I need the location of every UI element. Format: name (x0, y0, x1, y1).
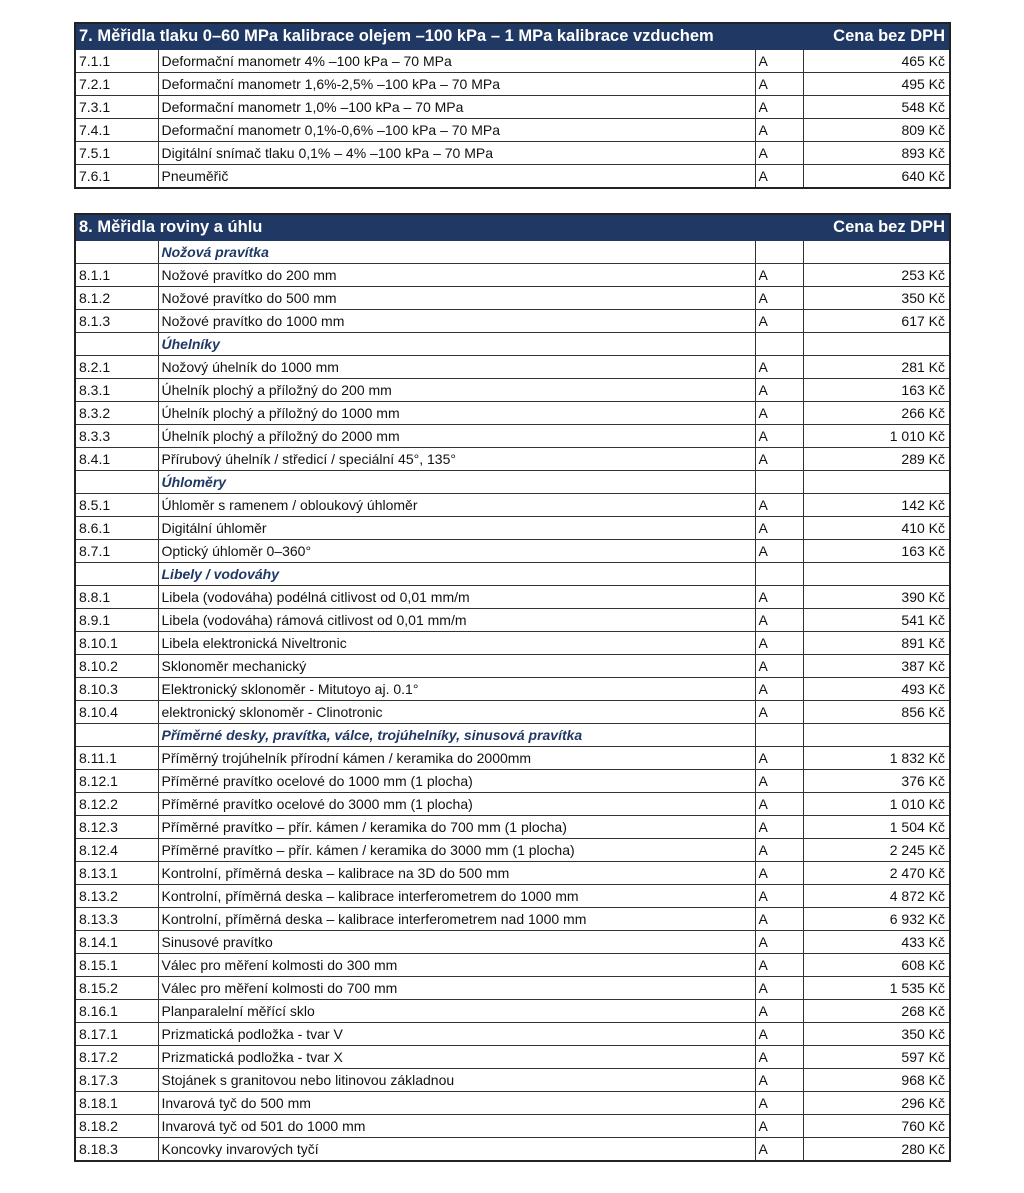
section-7-price-table (74, 22, 951, 189)
item-category: A (755, 793, 803, 816)
item-price: 350 Kč (803, 1023, 950, 1046)
empty-category-cell (755, 471, 803, 494)
empty-price-cell (803, 471, 950, 494)
item-name: Příměrný trojúhelník přírodní kámen / keramika do 2000mm (158, 747, 755, 770)
empty-price-cell (803, 333, 950, 356)
item-code: 8.18.3 (75, 1138, 158, 1162)
item-price: 495 Kč (803, 73, 950, 96)
subheading-row (75, 563, 950, 586)
item-code: 8.18.2 (75, 1115, 158, 1138)
item-price: 296 Kč (803, 1092, 950, 1115)
empty-code-cell (75, 241, 158, 264)
table-row (75, 678, 950, 701)
item-price: 597 Kč (803, 1046, 950, 1069)
item-code: 8.4.1 (75, 448, 158, 471)
item-category: A (755, 1092, 803, 1115)
item-name: Příměrné pravítko ocelové do 3000 mm (1 plocha) (158, 793, 755, 816)
item-category: A (755, 50, 803, 73)
item-name: Úhelník plochý a příložný do 200 mm (158, 379, 755, 402)
item-name: Libela (vodováha) podélná citlivost od 0,01 mm/m (158, 586, 755, 609)
item-price: 1 010 Kč (803, 425, 950, 448)
item-price: 433 Kč (803, 931, 950, 954)
item-category: A (755, 931, 803, 954)
item-price: 289 Kč (803, 448, 950, 471)
table-row (75, 517, 950, 540)
item-name: Přírubový úhelník / středicí / speciální 45°, 135° (158, 448, 755, 471)
table-row (75, 908, 950, 931)
empty-category-cell (755, 333, 803, 356)
table-row (75, 73, 950, 96)
item-name: Nožové pravítko do 1000 mm (158, 310, 755, 333)
item-category: A (755, 402, 803, 425)
item-price: 6 932 Kč (803, 908, 950, 931)
item-name: Úhelník plochý a příložný do 1000 mm (158, 402, 755, 425)
table-row (75, 747, 950, 770)
item-code: 8.10.2 (75, 655, 158, 678)
price-column-header: Cena bez DPH (803, 23, 950, 50)
empty-code-cell (75, 563, 158, 586)
section-title: 8. Měřidla roviny a úhlu (75, 214, 803, 241)
item-category: A (755, 586, 803, 609)
item-category: A (755, 609, 803, 632)
item-name: Elektronický sklonoměr - Mitutoyo aj. 0.1° (158, 678, 755, 701)
item-name: Kontrolní, příměrná deska – kalibrace interferometrem do 1000 mm (158, 885, 755, 908)
table-row (75, 586, 950, 609)
item-name: Kontrolní, příměrná deska – kalibrace interferometrem nad 1000 mm (158, 908, 755, 931)
item-name: Válec pro měření kolmosti do 700 mm (158, 977, 755, 1000)
subheading-row (75, 333, 950, 356)
item-price: 280 Kč (803, 1138, 950, 1162)
item-category: A (755, 885, 803, 908)
empty-code-cell (75, 333, 158, 356)
item-category: A (755, 977, 803, 1000)
item-category: A (755, 1138, 803, 1162)
subheading-row (75, 241, 950, 264)
item-name: Pneuměřič (158, 165, 755, 189)
table-row (75, 632, 950, 655)
table-row (75, 701, 950, 724)
table-row (75, 142, 950, 165)
item-name: Válec pro měření kolmosti do 300 mm (158, 954, 755, 977)
table-row (75, 1069, 950, 1092)
item-price: 640 Kč (803, 165, 950, 189)
item-name: Deformační manometr 4% –100 kPa – 70 MPa (158, 50, 755, 73)
item-category: A (755, 425, 803, 448)
item-category: A (755, 119, 803, 142)
table-row (75, 1046, 950, 1069)
item-price: 856 Kč (803, 701, 950, 724)
item-code: 8.13.1 (75, 862, 158, 885)
item-price: 1 535 Kč (803, 977, 950, 1000)
table-row (75, 885, 950, 908)
empty-price-cell (803, 724, 950, 747)
item-price: 541 Kč (803, 609, 950, 632)
item-code: 8.14.1 (75, 931, 158, 954)
item-price: 268 Kč (803, 1000, 950, 1023)
item-category: A (755, 862, 803, 885)
item-category: A (755, 264, 803, 287)
item-code: 8.10.3 (75, 678, 158, 701)
item-price: 2 470 Kč (803, 862, 950, 885)
item-code: 8.12.2 (75, 793, 158, 816)
item-price: 387 Kč (803, 655, 950, 678)
item-price: 410 Kč (803, 517, 950, 540)
table-row (75, 448, 950, 471)
subheading-label: Příměrné desky, pravítka, válce, trojúhelníky, sinusová pravítka (158, 724, 755, 747)
subheading-label: Úhelníky (158, 333, 755, 356)
item-name: Deformační manometr 1,0% –100 kPa – 70 MPa (158, 96, 755, 119)
item-code: 8.3.1 (75, 379, 158, 402)
subheading-label: Úhloměry (158, 471, 755, 494)
empty-code-cell (75, 724, 158, 747)
item-category: A (755, 632, 803, 655)
table-row (75, 119, 950, 142)
item-price: 4 872 Kč (803, 885, 950, 908)
table-row (75, 96, 950, 119)
item-name: elektronický sklonoměr - Clinotronic (158, 701, 755, 724)
item-price: 163 Kč (803, 540, 950, 563)
item-code: 8.8.1 (75, 586, 158, 609)
subheading-row (75, 471, 950, 494)
item-code: 7.3.1 (75, 96, 158, 119)
item-category: A (755, 142, 803, 165)
item-price: 1 832 Kč (803, 747, 950, 770)
item-name: Planparalelní měřící sklo (158, 1000, 755, 1023)
item-price: 809 Kč (803, 119, 950, 142)
item-price: 891 Kč (803, 632, 950, 655)
item-name: Příměrné pravítko ocelové do 1000 mm (1 plocha) (158, 770, 755, 793)
item-price: 760 Kč (803, 1115, 950, 1138)
item-code: 8.3.3 (75, 425, 158, 448)
table-row (75, 494, 950, 517)
item-category: A (755, 839, 803, 862)
item-name: Úhloměr s ramenem / obloukový úhloměr (158, 494, 755, 517)
item-category: A (755, 356, 803, 379)
item-name: Sklonoměr mechanický (158, 655, 755, 678)
item-category: A (755, 655, 803, 678)
table-row (75, 165, 950, 189)
item-code: 8.12.4 (75, 839, 158, 862)
item-category: A (755, 1000, 803, 1023)
item-price: 465 Kč (803, 50, 950, 73)
item-code: 8.9.1 (75, 609, 158, 632)
item-code: 7.1.1 (75, 50, 158, 73)
item-name: Příměrné pravítko – přír. kámen / keramika do 700 mm (1 plocha) (158, 816, 755, 839)
item-category: A (755, 73, 803, 96)
item-category: A (755, 96, 803, 119)
item-price: 253 Kč (803, 264, 950, 287)
table-row (75, 816, 950, 839)
table-row (75, 50, 950, 73)
empty-code-cell (75, 471, 158, 494)
empty-category-cell (755, 724, 803, 747)
item-category: A (755, 287, 803, 310)
item-code: 8.12.3 (75, 816, 158, 839)
item-name: Deformační manometr 0,1%-0,6% –100 kPa – 70 MPa (158, 119, 755, 142)
item-price: 548 Kč (803, 96, 950, 119)
table-row (75, 655, 950, 678)
item-code: 8.1.2 (75, 287, 158, 310)
item-code: 7.5.1 (75, 142, 158, 165)
table-row (75, 287, 950, 310)
item-code: 8.12.1 (75, 770, 158, 793)
item-category: A (755, 165, 803, 189)
item-code: 8.16.1 (75, 1000, 158, 1023)
item-code: 8.6.1 (75, 517, 158, 540)
table-row (75, 1023, 950, 1046)
item-price: 350 Kč (803, 287, 950, 310)
empty-price-cell (803, 563, 950, 586)
item-category: A (755, 540, 803, 563)
price-column-header: Cena bez DPH (803, 214, 950, 241)
item-code: 8.11.1 (75, 747, 158, 770)
item-price: 266 Kč (803, 402, 950, 425)
section-title: 7. Měřidla tlaku 0–60 MPa kalibrace olejem –100 kPa – 1 MPa kalibrace vzduchem (75, 23, 803, 50)
item-name: Digitální úhloměr (158, 517, 755, 540)
item-price: 608 Kč (803, 954, 950, 977)
section-header-row (75, 214, 950, 241)
item-code: 8.10.4 (75, 701, 158, 724)
table-row (75, 793, 950, 816)
item-price: 968 Kč (803, 1069, 950, 1092)
item-code: 8.17.1 (75, 1023, 158, 1046)
item-name: Kontrolní, příměrná deska – kalibrace na 3D do 500 mm (158, 862, 755, 885)
item-name: Deformační manometr 1,6%-2,5% –100 kPa – 70 MPa (158, 73, 755, 96)
item-name: Invarová tyč od 501 do 1000 mm (158, 1115, 755, 1138)
table-row (75, 839, 950, 862)
item-category: A (755, 678, 803, 701)
item-category: A (755, 1069, 803, 1092)
item-price: 1 010 Kč (803, 793, 950, 816)
item-name: Digitální snímač tlaku 0,1% – 4% –100 kPa – 70 MPa (158, 142, 755, 165)
item-category: A (755, 954, 803, 977)
item-name: Úhelník plochý a příložný do 2000 mm (158, 425, 755, 448)
item-category: A (755, 747, 803, 770)
table-row (75, 977, 950, 1000)
item-name: Nožové pravítko do 500 mm (158, 287, 755, 310)
item-price: 142 Kč (803, 494, 950, 517)
section-8-price-table (74, 213, 951, 1162)
section-7-body (75, 23, 950, 188)
item-name: Prizmatická podložka - tvar V (158, 1023, 755, 1046)
item-code: 8.13.3 (75, 908, 158, 931)
item-name: Prizmatická podložka - tvar X (158, 1046, 755, 1069)
item-code: 8.1.1 (75, 264, 158, 287)
item-price: 493 Kč (803, 678, 950, 701)
item-price: 281 Kč (803, 356, 950, 379)
table-row (75, 770, 950, 793)
table-row (75, 931, 950, 954)
item-category: A (755, 448, 803, 471)
table-row (75, 1115, 950, 1138)
item-code: 8.3.2 (75, 402, 158, 425)
empty-category-cell (755, 241, 803, 264)
item-category: A (755, 770, 803, 793)
item-name: Libela (vodováha) rámová citlivost od 0,01 mm/m (158, 609, 755, 632)
item-price: 2 245 Kč (803, 839, 950, 862)
item-code: 7.2.1 (75, 73, 158, 96)
subheading-row (75, 724, 950, 747)
item-price: 1 504 Kč (803, 816, 950, 839)
table-row (75, 264, 950, 287)
item-code: 8.17.2 (75, 1046, 158, 1069)
item-code: 8.10.1 (75, 632, 158, 655)
item-category: A (755, 517, 803, 540)
item-code: 8.15.1 (75, 954, 158, 977)
item-category: A (755, 701, 803, 724)
empty-price-cell (803, 241, 950, 264)
item-code: 8.15.2 (75, 977, 158, 1000)
table-row (75, 540, 950, 563)
item-category: A (755, 1046, 803, 1069)
item-code: 8.13.2 (75, 885, 158, 908)
item-category: A (755, 379, 803, 402)
item-code: 8.18.1 (75, 1092, 158, 1115)
item-code: 8.17.3 (75, 1069, 158, 1092)
item-code: 8.5.1 (75, 494, 158, 517)
item-category: A (755, 310, 803, 333)
item-price: 376 Kč (803, 770, 950, 793)
table-row (75, 402, 950, 425)
table-row (75, 862, 950, 885)
item-category: A (755, 494, 803, 517)
item-code: 8.7.1 (75, 540, 158, 563)
item-code: 7.4.1 (75, 119, 158, 142)
item-code: 7.6.1 (75, 165, 158, 189)
item-price: 390 Kč (803, 586, 950, 609)
table-row (75, 425, 950, 448)
table-row (75, 1138, 950, 1162)
table-row (75, 609, 950, 632)
section-8-body (75, 214, 950, 1161)
table-row (75, 379, 950, 402)
item-price: 163 Kč (803, 379, 950, 402)
item-name: Koncovky invarových tyčí (158, 1138, 755, 1162)
item-price: 893 Kč (803, 142, 950, 165)
table-row (75, 310, 950, 333)
item-category: A (755, 1023, 803, 1046)
item-code: 8.2.1 (75, 356, 158, 379)
item-name: Invarová tyč do 500 mm (158, 1092, 755, 1115)
item-name: Stojánek s granitovou nebo litinovou základnou (158, 1069, 755, 1092)
item-name: Nožové pravítko do 200 mm (158, 264, 755, 287)
table-row (75, 1092, 950, 1115)
item-name: Nožový úhelník do 1000 mm (158, 356, 755, 379)
table-row (75, 356, 950, 379)
item-category: A (755, 908, 803, 931)
section-header-row (75, 23, 950, 50)
item-price: 617 Kč (803, 310, 950, 333)
item-category: A (755, 1115, 803, 1138)
item-category: A (755, 816, 803, 839)
subheading-label: Nožová pravítka (158, 241, 755, 264)
item-code: 8.1.3 (75, 310, 158, 333)
table-row (75, 954, 950, 977)
subheading-label: Libely / vodováhy (158, 563, 755, 586)
item-name: Příměrné pravítko – přír. kámen / keramika do 3000 mm (1 plocha) (158, 839, 755, 862)
item-name: Optický úhloměr 0–360° (158, 540, 755, 563)
item-name: Sinusové pravítko (158, 931, 755, 954)
empty-category-cell (755, 563, 803, 586)
table-row (75, 1000, 950, 1023)
item-name: Libela elektronická Niveltronic (158, 632, 755, 655)
